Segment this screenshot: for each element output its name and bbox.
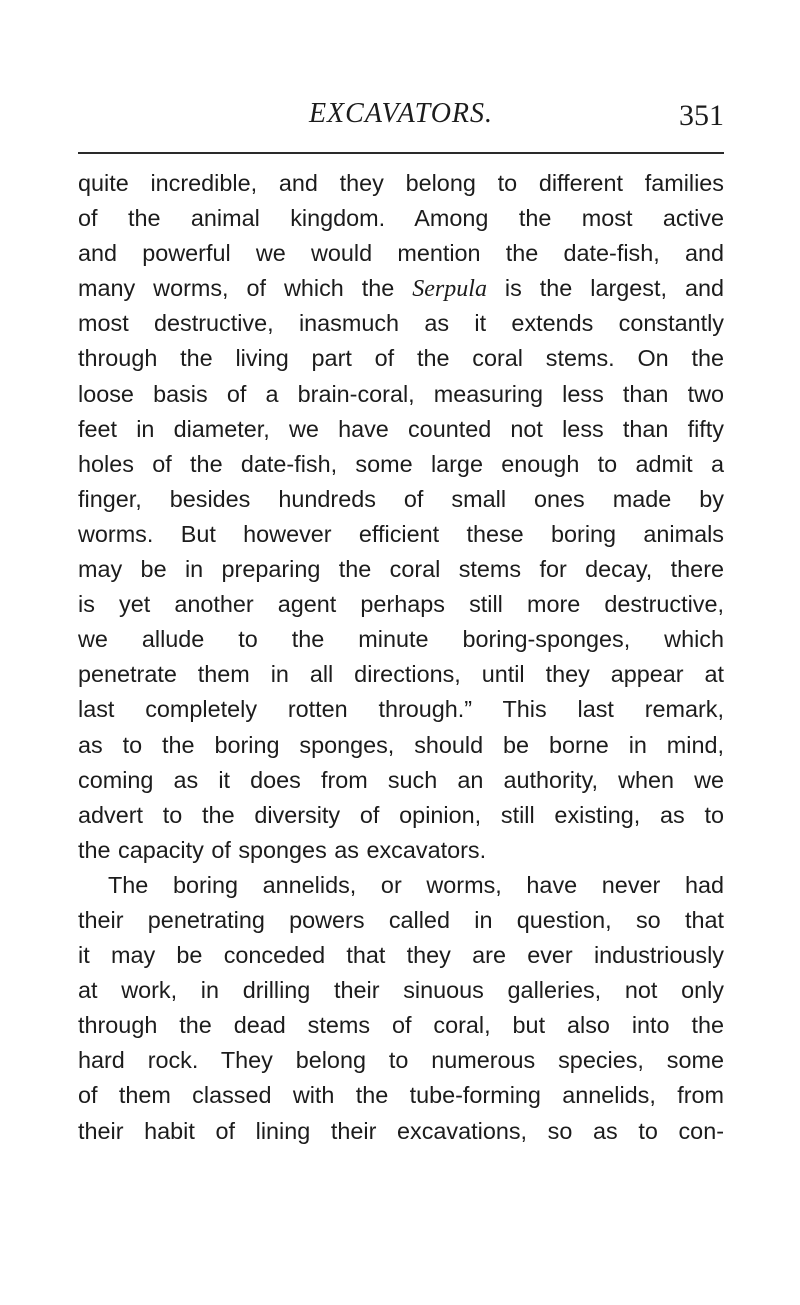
text-line: advert to the diversity of opinion, still existing, as to: [78, 801, 724, 828]
text-line: as to the boring sponges, should be borne in mind,: [78, 731, 724, 758]
text-line: their penetrating powers called in question, so that: [78, 906, 724, 933]
header-rule: [78, 152, 724, 154]
running-title: EXCAVATORS.: [308, 98, 494, 129]
text-line: through the dead stems of coral, but also into the: [78, 1012, 724, 1039]
text-line: The boring annelids, or worms, have never had: [108, 871, 724, 898]
text-line: their habit of lining their excavations, so as to con-: [78, 1117, 724, 1144]
text-line: feet in diameter, we have counted not less than fifty: [78, 415, 724, 442]
text-line: hard rock. They belong to numerous species, some: [78, 1047, 724, 1074]
text-line: it may be conceded that they are ever industriously: [78, 942, 724, 969]
text-span: is the largest, and: [486, 275, 724, 302]
text-line: of them classed with the tube-forming annelids, from: [78, 1082, 724, 1109]
text-line: last completely rotten through.” This last remark,: [78, 696, 724, 723]
text-line: loose basis of a brain-coral, measuring less than two: [78, 380, 724, 407]
text-line: may be in preparing the coral stems for decay, there: [78, 556, 724, 583]
page-number: 351: [679, 99, 724, 132]
text-span: many worms, of which the: [78, 275, 413, 302]
text-line: of the animal kingdom. Among the most active: [78, 205, 724, 232]
text-line: worms. But however efficient these boring animals: [78, 520, 724, 547]
italic-term: Serpula: [412, 276, 487, 303]
text-line: through the living part of the coral stems. On the: [78, 345, 724, 372]
text-line: and powerful we would mention the date-fish, and: [78, 240, 724, 267]
page-header: [78, 98, 724, 138]
body-text: [78, 166, 724, 1149]
text-line: is yet another agent perhaps still more destructive,: [78, 591, 724, 618]
text-line: finger, besides hundreds of small ones made by: [78, 485, 724, 512]
text-line: most destructive, inasmuch as it extends constantly: [78, 310, 724, 337]
text-line: [78, 271, 724, 306]
text-line: coming as it does from such an authority, when we: [78, 766, 724, 793]
text-line: the capacity of sponges as excavators.: [78, 836, 487, 863]
text-line: holes of the date-fish, some large enough to admit a: [78, 450, 724, 477]
text-line: penetrate them in all directions, until they appear at: [78, 661, 724, 688]
text-line: at work, in drilling their sinuous galleries, not only: [78, 977, 724, 1004]
text-line: we allude to the minute boring-sponges, which: [78, 626, 724, 653]
text-line: quite incredible, and they belong to different families: [78, 170, 724, 196]
